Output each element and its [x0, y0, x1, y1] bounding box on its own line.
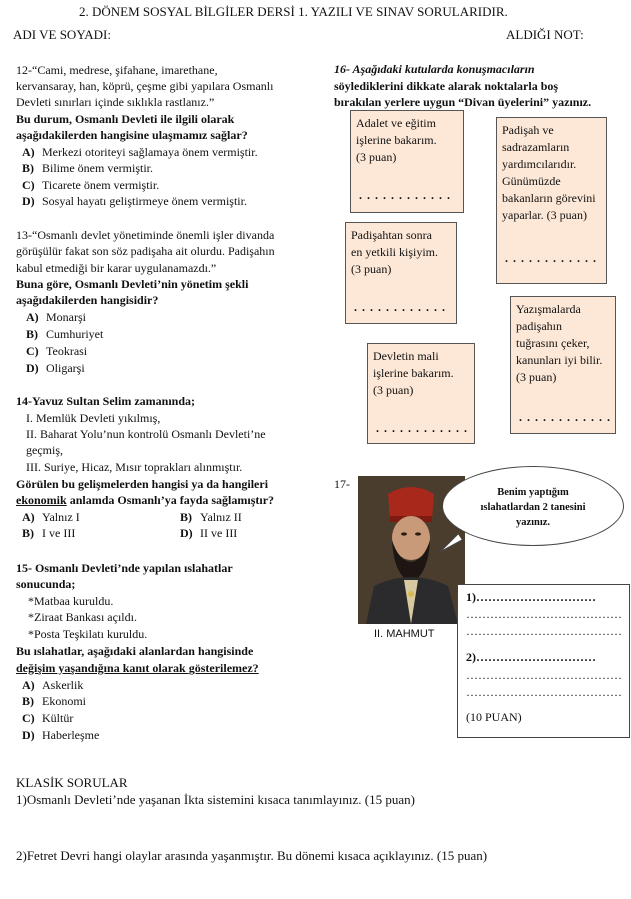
q13-option-d[interactable]: D) Oligarşi	[26, 361, 85, 375]
q15-item: *Matbaa kuruldu.	[28, 594, 114, 608]
bubble-text: yazınız.	[515, 517, 551, 528]
box-text: tuğrasını çeker,	[516, 336, 590, 350]
box-text: Padişah ve	[502, 123, 554, 137]
q12-line: Devleti sınırları içinde sıklıkla rastlanız.”	[16, 95, 215, 109]
q14-item: I. Memlük Devleti yıkılmış,	[26, 411, 161, 425]
answer-blank[interactable]: . . . . . . . . . . . .	[519, 410, 611, 424]
q14-item: III. Suriye, Hicaz, Mısır toprakları alınmıştır.	[26, 460, 243, 474]
q14-option-a[interactable]: A) Yalnız I	[22, 510, 80, 524]
q14-item: geçmiş,	[26, 443, 63, 457]
box-text: (3 puan)	[351, 262, 392, 276]
answer-blank[interactable]: . . . . . . . . . . . .	[359, 188, 451, 202]
q14-option-d[interactable]: D) II ve III	[180, 526, 238, 540]
portrait-caption: II. MAHMUT	[374, 628, 435, 640]
classic-question-1: 1)Osmanlı Devleti’nde yaşanan İkta sistemini kısaca tanımlayınız. (15 puan)	[16, 792, 415, 807]
answer-line-1[interactable]: 1)…………………………	[466, 590, 596, 604]
q13-line: görüşülür fakat son söz padişaha ait olurdu. Padişahın	[16, 244, 275, 258]
q15-prompt: değişim yaşandığına kanıt olarak gösterilemez?	[16, 661, 259, 675]
classic-question-2: 2)Fetret Devri hangi olaylar arasında yaşanmıştır. Bu dönemi kısaca açıklayınız. (15 puan)	[16, 848, 488, 863]
q16-line: söylediklerini dikkate alarak noktalarla boş	[334, 79, 559, 93]
speech-bubble	[442, 466, 624, 546]
box-text: (3 puan)	[516, 370, 557, 384]
divan-box-1	[350, 110, 464, 213]
q14-title: 14-Yavuz Sultan Selim zamanında;	[16, 394, 196, 408]
box-text: işlerine bakarım.	[373, 366, 454, 380]
box-text: Devletin mali	[373, 349, 439, 363]
divan-box-5	[367, 343, 475, 444]
q17-answer-box[interactable]	[457, 584, 630, 738]
q15-item: *Posta Teşkilatı kuruldu.	[28, 627, 148, 641]
answer-line[interactable]: …………………………………	[466, 685, 622, 699]
box-text: Yazışmalarda	[516, 302, 581, 316]
answer-line[interactable]: …………………………………	[466, 668, 622, 682]
q17-number: 17-	[334, 477, 350, 491]
q15-option-d[interactable]: D) Haberleşme	[22, 728, 100, 742]
q15-item: *Ziraat Bankası açıldı.	[28, 610, 137, 624]
q15-option-a[interactable]: A) Askerlik	[22, 678, 84, 692]
answer-blank[interactable]: . . . . . . . . . . . .	[376, 421, 468, 435]
grade-label: ALDIĞI NOT:	[506, 27, 584, 42]
box-text: yardımcılarıdır.	[502, 157, 577, 171]
q13-line: 13-“Osmanlı devlet yönetiminde önemli işler divanda	[16, 228, 275, 242]
q12-line: 12-“Cami, medrese, şifahane, imarethane,	[16, 63, 218, 77]
box-text: Günümüzde	[502, 174, 561, 188]
box-text: en yetkili kişiyim.	[351, 245, 438, 259]
name-label: ADI VE SOYADI:	[13, 27, 111, 42]
answer-line[interactable]: …………………………………	[466, 607, 622, 621]
q15-line: sonucunda;	[16, 577, 76, 591]
q12-option-c[interactable]: C) Ticarete önem vermiştir.	[22, 178, 160, 192]
classic-heading: KLASİK SORULAR	[16, 775, 128, 790]
bubble-text: ıslahatlardan 2 tanesini	[480, 502, 586, 513]
divan-box-2	[496, 117, 607, 284]
q12-option-a[interactable]: A) Merkezi otoriteyi sağlamaya önem vermiştir.	[22, 145, 258, 159]
answer-line-2[interactable]: 2)…………………………	[466, 650, 596, 664]
q12-option-d[interactable]: D) Sosyal hayatı geliştirmeye önem vermiştir.	[22, 194, 247, 208]
q16-line: 16- Aşağıdaki kutularda konuşmacıların	[334, 62, 535, 76]
q12-prompt: Bu durum, Osmanlı Devleti ile ilgili olarak	[16, 112, 235, 126]
q15-option-c[interactable]: C) Kültür	[22, 711, 74, 725]
q14-prompt: ekonomik anlamda Osmanlı’ya fayda sağlamıştır?	[16, 493, 275, 507]
box-text: (3 puan)	[356, 150, 397, 164]
bubble-tail	[436, 532, 466, 556]
q12-option-b[interactable]: B) Bilime önem vermiştir.	[22, 161, 153, 175]
q15-option-b[interactable]: B) Ekonomi	[22, 694, 86, 708]
answer-blank[interactable]: . . . . . . . . . . . .	[505, 251, 597, 265]
box-text: padişahın	[516, 319, 562, 333]
q12-line: kervansaray, han, köprü, çeşme gibi yapılara Osmanlı	[16, 79, 274, 93]
box-text: bakanların görevini	[502, 191, 596, 205]
divan-box-4	[510, 296, 616, 434]
box-text: işlerine bakarım.	[356, 133, 437, 147]
q14-option-c[interactable]: B) I ve III	[22, 526, 76, 540]
q13-prompt: aşağıdakilerden hangisidir?	[16, 293, 159, 307]
page-title: 2. DÖNEM SOSYAL BİLGİLER DERSİ 1. YAZILI VE SINAV SORULARIDIR.	[79, 4, 508, 19]
box-text: kanunları iyi bilir.	[516, 353, 603, 367]
q13-option-b[interactable]: B) Cumhuriyet	[26, 327, 104, 341]
q14-prompt: Görülen bu gelişmelerden hangisi ya da hangileri	[16, 477, 269, 491]
box-text: sadrazamların	[502, 140, 570, 154]
box-text: Adalet ve eğitim	[356, 116, 436, 130]
q16-line: bırakılan yerlere uygun “Divan üyelerini” yazınız.	[334, 95, 592, 109]
box-text: yaparlar. (3 puan)	[502, 208, 587, 222]
q15-prompt: Bu ıslahatlar, aşağıdaki alanlardan hangisinde	[16, 644, 254, 658]
q14-option-b[interactable]: B) Yalnız II	[180, 510, 242, 524]
q13-line: kabul etmediği bir karar uygulanamazdı.”	[16, 261, 217, 275]
divan-box-3	[345, 222, 457, 324]
bubble-text: Benim yaptığım	[497, 487, 569, 498]
q15-line: 15- Osmanlı Devleti’nde yapılan ıslahatlar	[16, 561, 233, 575]
answer-blank[interactable]: . . . . . . . . . . . .	[354, 300, 446, 314]
q13-option-a[interactable]: A) Monarşi	[26, 310, 86, 324]
q12-prompt: aşağıdakilerden hangisine ulaşmamız sağlar?	[16, 128, 248, 142]
answer-line[interactable]: …………………………………	[466, 624, 622, 638]
box-text: (3 puan)	[373, 383, 414, 397]
box-text: Padişahtan sonra	[351, 228, 432, 242]
q17-points: (10 PUAN)	[466, 710, 522, 724]
q13-option-c[interactable]: C) Teokrasi	[26, 344, 88, 358]
q14-item: II. Baharat Yolu’nun kontrolü Osmanlı Devleti’ne	[26, 427, 266, 441]
q13-prompt: Buna göre, Osmanlı Devleti’nin yönetim şekli	[16, 277, 249, 291]
